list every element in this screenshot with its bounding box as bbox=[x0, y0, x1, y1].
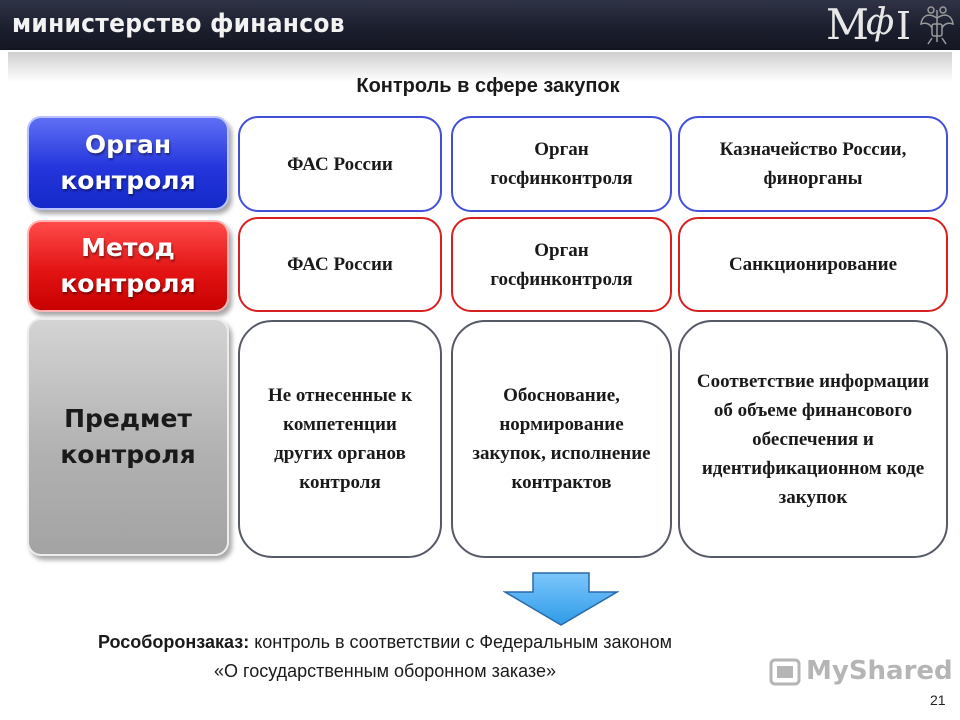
cell-subject-justification: Обоснование, нормирование закупок, исполнение контрактов bbox=[451, 320, 672, 558]
header-bar bbox=[0, 0, 960, 50]
footer-text: контроль в соответствии с Федеральным законом bbox=[249, 632, 672, 652]
eagle-crest-icon bbox=[918, 4, 956, 46]
cell-subject-other: Не отнесенные к компетенции других органов контроля bbox=[238, 320, 442, 558]
cell-organ-fas: ФАС России bbox=[238, 116, 442, 212]
row-label-subject: Предмет контроля bbox=[27, 318, 229, 556]
logo-letter-i: І bbox=[896, 4, 912, 48]
footer-line-2: «О государственным оборонном заказе» bbox=[214, 661, 556, 681]
page-number: 21 bbox=[930, 692, 946, 708]
cell-method-gosfin: Орган госфинконтроля bbox=[451, 217, 672, 312]
footer-bold: Рособоронзаказ: bbox=[97, 632, 250, 652]
row-label-method: Метод контроля bbox=[27, 220, 229, 312]
cell-organ-gosfin: Орган госфинконтроля bbox=[451, 116, 672, 212]
footer-line-1 bbox=[0, 632, 770, 653]
watermark-text: MyShared bbox=[806, 656, 953, 686]
logo-letter-f: ф bbox=[866, 2, 895, 43]
ministry-title: министерство финансов bbox=[12, 9, 345, 39]
slide-title: Контроль в сфере закупок bbox=[356, 75, 620, 97]
minfin-logo bbox=[826, 2, 956, 48]
cell-organ-treasury: Казначейство России, финорганы bbox=[678, 116, 948, 212]
down-arrow-icon bbox=[503, 572, 619, 626]
row-label-organ: Орган контроля bbox=[27, 116, 229, 210]
myshared-logo-icon bbox=[768, 657, 802, 687]
cell-method-sanction: Санкционирование bbox=[678, 217, 948, 312]
cell-method-fas: ФАС России bbox=[238, 217, 442, 312]
logo-letter-m: М bbox=[826, 0, 870, 49]
cell-subject-conformity: Соответствие информации об объеме финансового обеспечения и идентификационном коде закупок bbox=[678, 320, 948, 558]
